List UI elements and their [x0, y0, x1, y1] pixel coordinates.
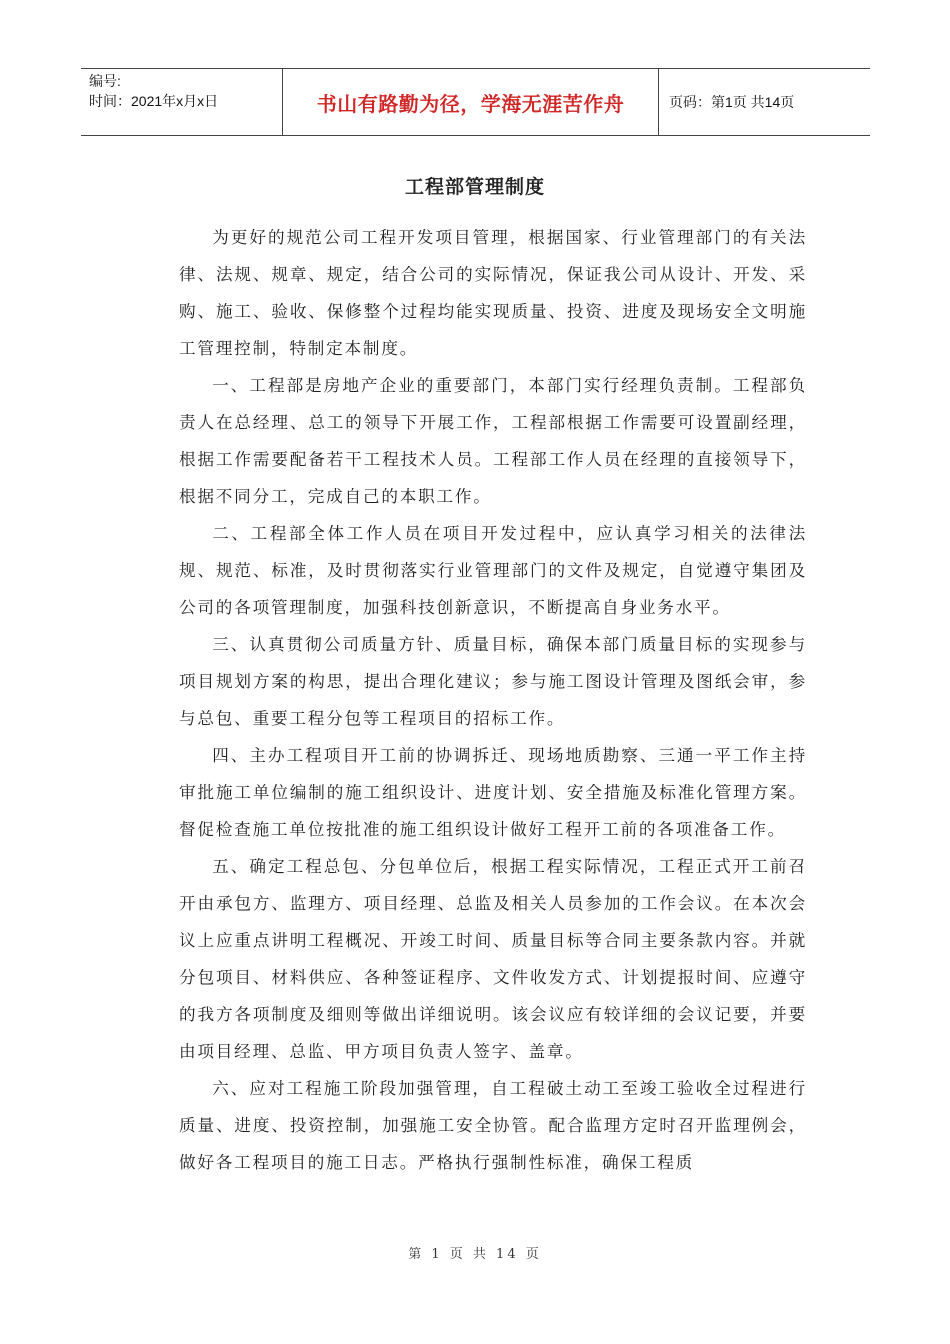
time-label: 时间：2021年x月x日	[89, 93, 219, 109]
paragraph-1: 一、工程部是房地产企业的重要部门，本部门实行经理负责制。工程部负责人在总经理、总工的领导下开展工作，工程部根据工作需要可设置副经理，根据工作需要配备若干工程技术人员。工程部工作人员在经理的直接领导下，根据不同分工，完成自己的本职工作。	[179, 376, 807, 506]
document-title: 工程部管理制度	[404, 176, 545, 198]
header-motto: 书山有路勤为径，学海无涯苦作舟	[283, 69, 659, 135]
paragraph-4: 四、主办工程项目开工前的协调拆迁、现场地质勘察、三通一平工作主持审批施工单位编制的施工组织设计、进度计划、安全措施及标准化管理方案。督促检查施工单位按批准的施工组织设计做好工程开工前的各项准备工作。	[179, 746, 807, 839]
paragraph-6: 六、应对工程施工阶段加强管理，自工程破土动工至竣工验收全过程进行质量、进度、投资控制，加强施工安全协管。配合监理方定时召开监理例会，做好各工程项目的施工日志。严格执行强制性标准，确保工程质	[179, 1079, 807, 1172]
number-label: 编号:	[89, 73, 121, 89]
header-page-info: 页码：第1页 共14页	[669, 94, 795, 110]
paragraph-2: 二、工程部全体工作人员在项目开发过程中，应认真学习相关的法律法规、规范、标准，及时贯彻落实行业管理部门的文件及规定，自觉遵守集团及公司的各项管理制度，加强科技创新意识，不断提高自身业务水平。	[179, 524, 807, 617]
document-body	[179, 219, 807, 1181]
paragraph-intro: 为更好的规范公司工程开发项目管理，根据国家、行业管理部门的有关法律、法规、规章、规定，结合公司的实际情况，保证我公司从设计、开发、采购、施工、验收、保修整个过程均能实现质量、投资、进度及现场安全文明施工管理控制，特制定本制度。	[179, 228, 807, 358]
page-footer: 第 1 页 共 14 页	[408, 1247, 542, 1262]
paragraph-5: 五、确定工程总包、分包单位后，根据工程实际情况，工程正式开工前召开由承包方、监理方、项目经理、总监及相关人员参加的工作会议。在本次会议上应重点讲明工程概况、开竣工时间、质量目标等合同主要条款内容。并就分包项目、材料供应、各种签证程序、文件收发方式、计划提报时间、应遵守的我方各项制度及细则等做出详细说明。该会议应有较详细的会议记要，并要由项目经理、总监、甲方项目负责人签字、盖章。	[179, 857, 807, 1061]
header-meta	[81, 69, 283, 135]
paragraph-3: 三、认真贯彻公司质量方针、质量目标，确保本部门质量目标的实现参与项目规划方案的构思，提出合理化建议；参与施工图设计管理及图纸会审，参与总包、重要工程分包等工程项目的招标工作。	[179, 635, 807, 728]
page-header	[81, 68, 870, 136]
